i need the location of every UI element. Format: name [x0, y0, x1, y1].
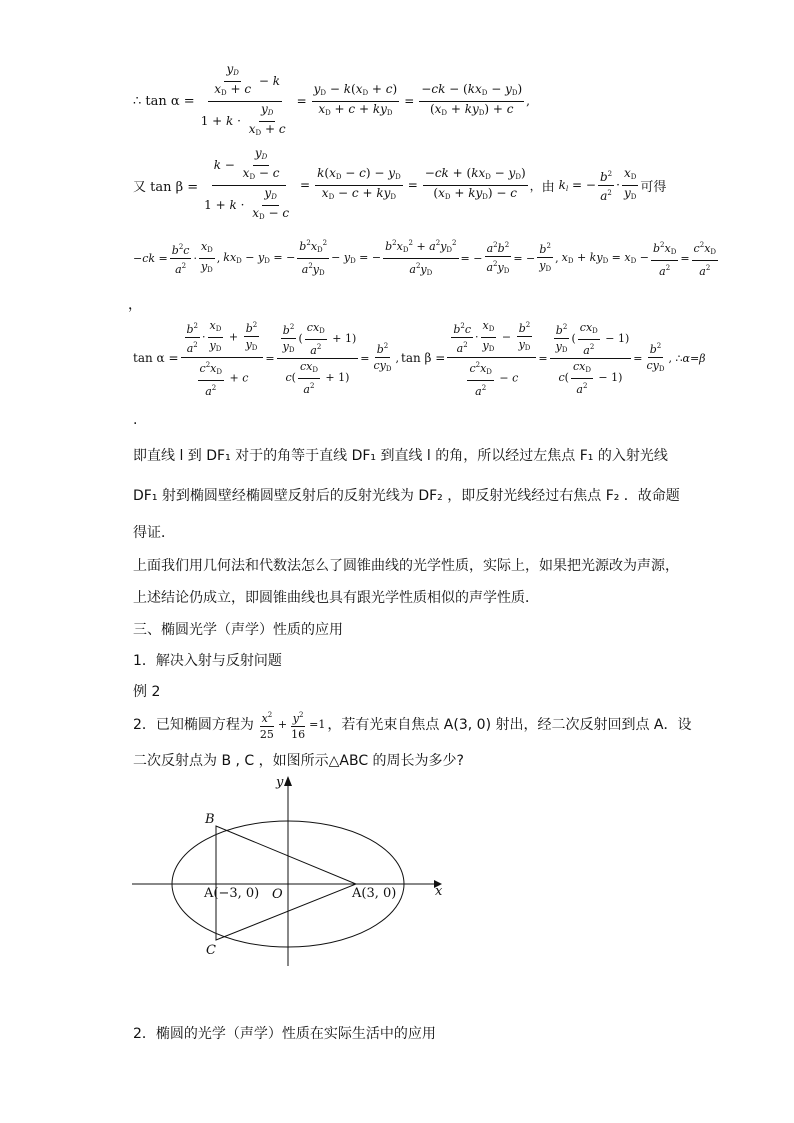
eq1-fraction-2: $\frac{y_D - k(x_D + c)}{x_D + c + ky_D}$: [313, 81, 398, 117]
axis-label-y: y: [276, 775, 284, 790]
axis-label-x: x: [435, 884, 443, 899]
question-prefix: 2．已知椭圆方程为: [133, 717, 254, 733]
ellipse-equation: $\frac{x^2}{25}$ + $\frac{y^2}{16}$ =1: [256, 708, 325, 742]
eq2-lhs: 又 tan β =: [133, 179, 199, 195]
eq2-complex-fraction: k − $\frac{y_D}{x_D - c}$ 1 + k · $\frac{y_D}{x_D - c}$: [204, 145, 290, 221]
eq1-lhs: ∴ tan α =: [133, 93, 195, 109]
eq2-cond-suffix: 可得: [640, 179, 667, 195]
eq2-fraction-3: $\frac{-ck + (kx_D - y_D)}{(x_D + ky_D) - c}$: [424, 165, 526, 201]
triangle-abc: [216, 826, 356, 940]
example-label: 例 2: [133, 684, 161, 700]
right-focus-label: A(3, 0): [352, 886, 397, 901]
paragraph-line-3: 得证．: [133, 525, 175, 541]
paragraph-line-2: DF₁ 射到椭圆壁经椭圆壁反射后的反射光线为 DF₂ ，即反射光线经过右焦点 F₂ ．故命题: [133, 488, 680, 504]
eq1-complex-fraction: $\frac{y_D}{x_D + c}$ − k 1 + k · $\frac{y_D}{x_D + c}$: [200, 61, 286, 137]
eq1-comma: ,: [526, 94, 530, 108]
eq4-period: .: [133, 412, 138, 428]
eq2-cond-prefix: 由: [541, 179, 555, 195]
eq1-fraction-3: $\frac{-ck - (kx_D - y_D)}{(x_D + ky_D) + c}$: [421, 81, 523, 117]
question-line-2: 二次反射点为 B , C ，如图所示△ABC 的周长为多少?: [133, 753, 464, 769]
question-line-1: [133, 711, 692, 741]
equation-derivation: −ck = $\frac{b^2c}{a^2}$ · $\frac{x_D}{y_D}$ , $kx_D - y_D$ = − $\frac{b^2x_D^2}{a^2y_D}$ − $y_D$ = − $\frac{b^2x_D^2 + a^2y_D^2}{a^2y_D}$ = − $\frac{a^2b^2}{a^2y_D}$ = − $\frac{b^2}{y_D}$ , $x_D + ky_D = x_D$ − $\frac{b^2x_D}{a^2}$ = $\frac{c^2x_D}{a^2}$: [133, 236, 720, 280]
eq2-fraction-2: $\frac{k(x_D - c) - y_D}{x_D - c + ky_D}$: [317, 165, 401, 201]
point-label-c: C: [206, 943, 216, 958]
left-focus-label: A(−3, 0): [204, 886, 260, 901]
paragraph-line-4: 上面我们用几何法和代数法怎么了圆锥曲线的光学性质，实际上，如果把光源改为声源，: [133, 558, 679, 574]
question-suffix: ，若有光束自焦点 A(3, 0) 射出，经二次反射回到点 A．设: [327, 717, 692, 733]
eq2-comma: ，: [529, 178, 542, 193]
equation-tan-alpha: ∴ tan α = $\frac{y_D}{x_D + c}$ − k 1 + k · $\frac{y_D}{x_D + c}$ = $\frac{y_D - k(x_D + c)}{x_D + c + ky_D}$ = $\frac{-ck - (kx_D - y_D)}{(x_D + ky_D) + c}$ ,: [133, 66, 530, 136]
y-axis-arrow: [284, 776, 292, 786]
subsection-heading-1: 1．解决入射与反射问题: [133, 653, 282, 669]
eq3-trailing-comma: ，: [128, 297, 142, 313]
paragraph-line-5: 上述结论仍成立，即圆锥曲线也具有跟光学性质相似的声学性质．: [133, 590, 539, 606]
ellipse-figure: [120, 770, 460, 970]
origin-label: O: [272, 887, 283, 902]
section-heading-3: 三、椭圆光学（声学）性质的应用: [133, 622, 343, 638]
point-label-b: B: [205, 812, 215, 827]
paragraph-line-1: 即直线 l 到 DF₁ 对于的角等于直线 DF₁ 到直线 l 的角，所以经过左焦点 F₁ 的入射光线: [133, 448, 668, 464]
equation-tan-beta: 又 tan β = k − $\frac{y_D}{x_D - c}$ 1 + k · $\frac{y_D}{x_D - c}$ = $\frac{k(x_D - c) - y_D}{x_D - c + ky_D}$ = $\frac{-ck + (kx_D - y_D)}{(x_D + ky_D) - c}$ ， 由 $k_l$ = − $\frac{b^2}{a^2}$ · $\frac{x_D}{y_D}$ 可得: [133, 150, 666, 220]
equation-tan-equal: tan α = $\frac{b^2}{a^2}$ · $\frac{x_D}{y_D}$ + $\frac{b^2}{y_D}$ $\frac{c^2x_D}{a^2}$ + c = $\frac{b^2}{y_D}$ ( $\frac{cx_D}{a^2}$ + 1) c( $\frac{cx_D}{a^2}$ + 1) = $\frac{b^2}{cy_D}$ , tan β = $\frac{b^2c}{a^2}$ · $\frac{x_D}{y_D}$ − $\frac{b^2}{y_D}$ $\frac{c^2x_D}{a^2}$ − c = $\frac{b^2}{y_D}$ ( $\frac{cx_D}{a^2}$ − 1) c( $\frac{cx_D}{a^2}$ − 1) = $\frac{b^2}{cy_D}$ , ∴ α = β: [133, 318, 706, 398]
subsection-heading-2: 2．椭圆的光学（声学）性质在实际生活中的应用: [133, 1026, 436, 1042]
